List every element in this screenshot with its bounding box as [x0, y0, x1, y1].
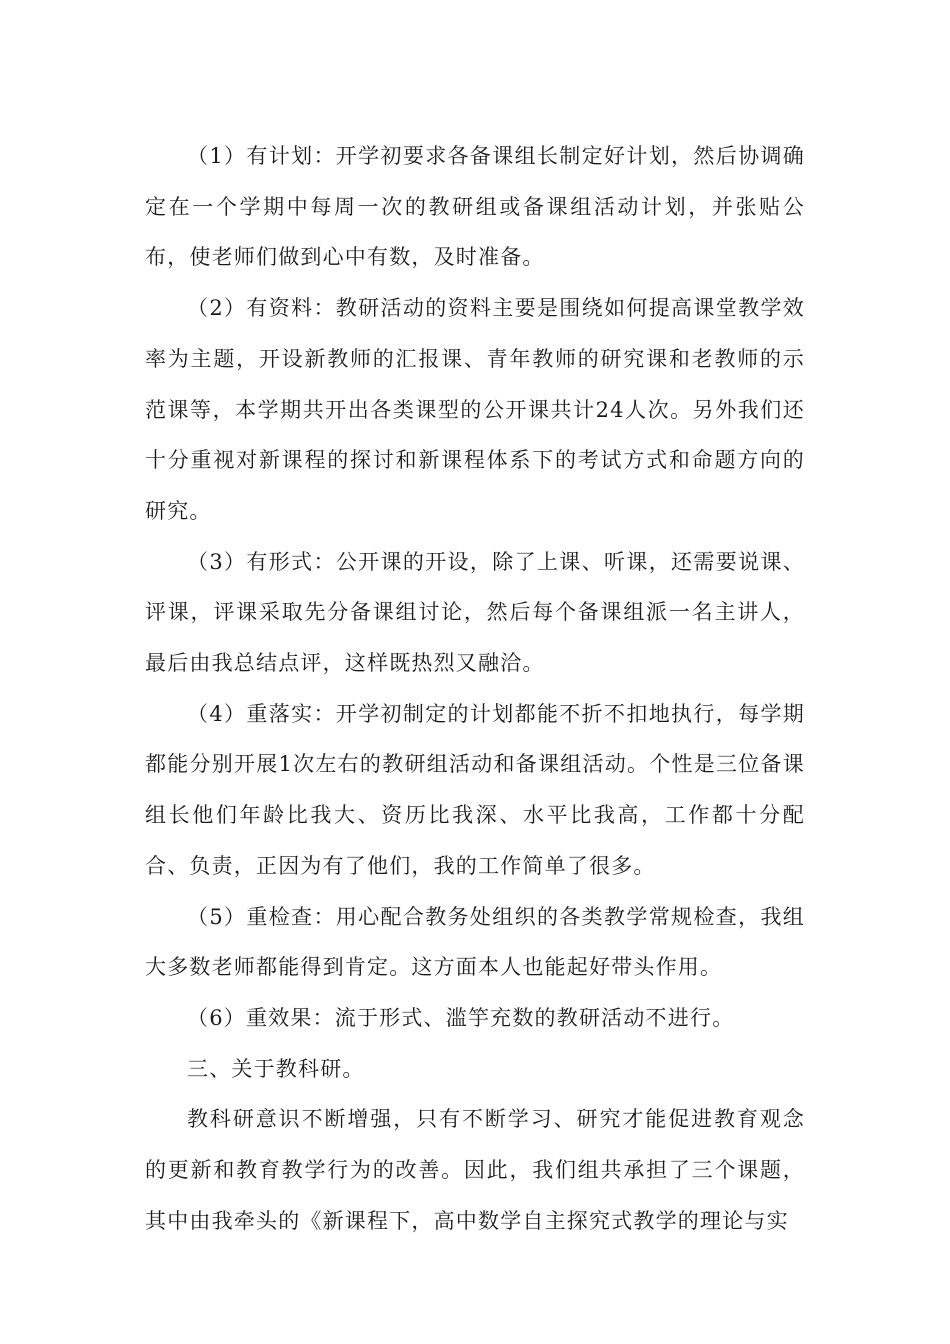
paragraph-materials: （2）有资料：教研活动的资料主要是围绕如何提高课堂教学效率为主题，开设新教师的汇报课、青年教师的研究课和老教师的示范课等，本学期共开出各类课型的公开课共计24人次。另外我们还十分重视对新课程的探讨和新课程体系下的考试方式和命题方向的研究。 [145, 296, 805, 523]
paragraph-inspection: （5）重检查：用心配合教务处组织的各类教学常规检查，我组大多数老师都能得到肯定。这方面本人也能起好带头作用。 [145, 904, 805, 980]
paragraph-plan: （1）有计划：开学初要求各备课组长制定好计划，然后协调确定在一个学期中每周一次的教研组或备课组活动计划，并张贴公布，使老师们做到心中有数，及时准备。 [145, 144, 805, 270]
paragraph-format: （3）有形式：公开课的开设，除了上课、听课，还需要说课、评课，评课采取先分备课组讨论，然后每个备课组派一名主讲人，最后由我总结点评，这样既热烈又融洽。 [145, 549, 805, 676]
paragraph-research: 教科研意识不断增强，只有不断学习、研究才能促进教育观念的更新和教育教学行为的改善。因此，我们组共承担了三个课题，其中由我牵头的《新课程下，高中数学自主探究式教学的理论与实 [145, 1107, 805, 1233]
paragraph-effect: （6）重效果：流于形式、滥竽充数的教研活动不进行。 [187, 1005, 735, 1030]
section-heading-research: 三、关于教科研。 [187, 1056, 365, 1081]
paragraph-implementation: （4）重落实：开学初制定的计划都能不折不扣地执行，每学期都能分别开展1次左右的教研组活动和备课组活动。个性是三位备课组长他们年龄比我大、资历比我深、水平比我高，工作都十分配合、负责，正因为有了他们，我的工作简单了很多。 [145, 701, 805, 878]
document-body [145, 131, 805, 1246]
